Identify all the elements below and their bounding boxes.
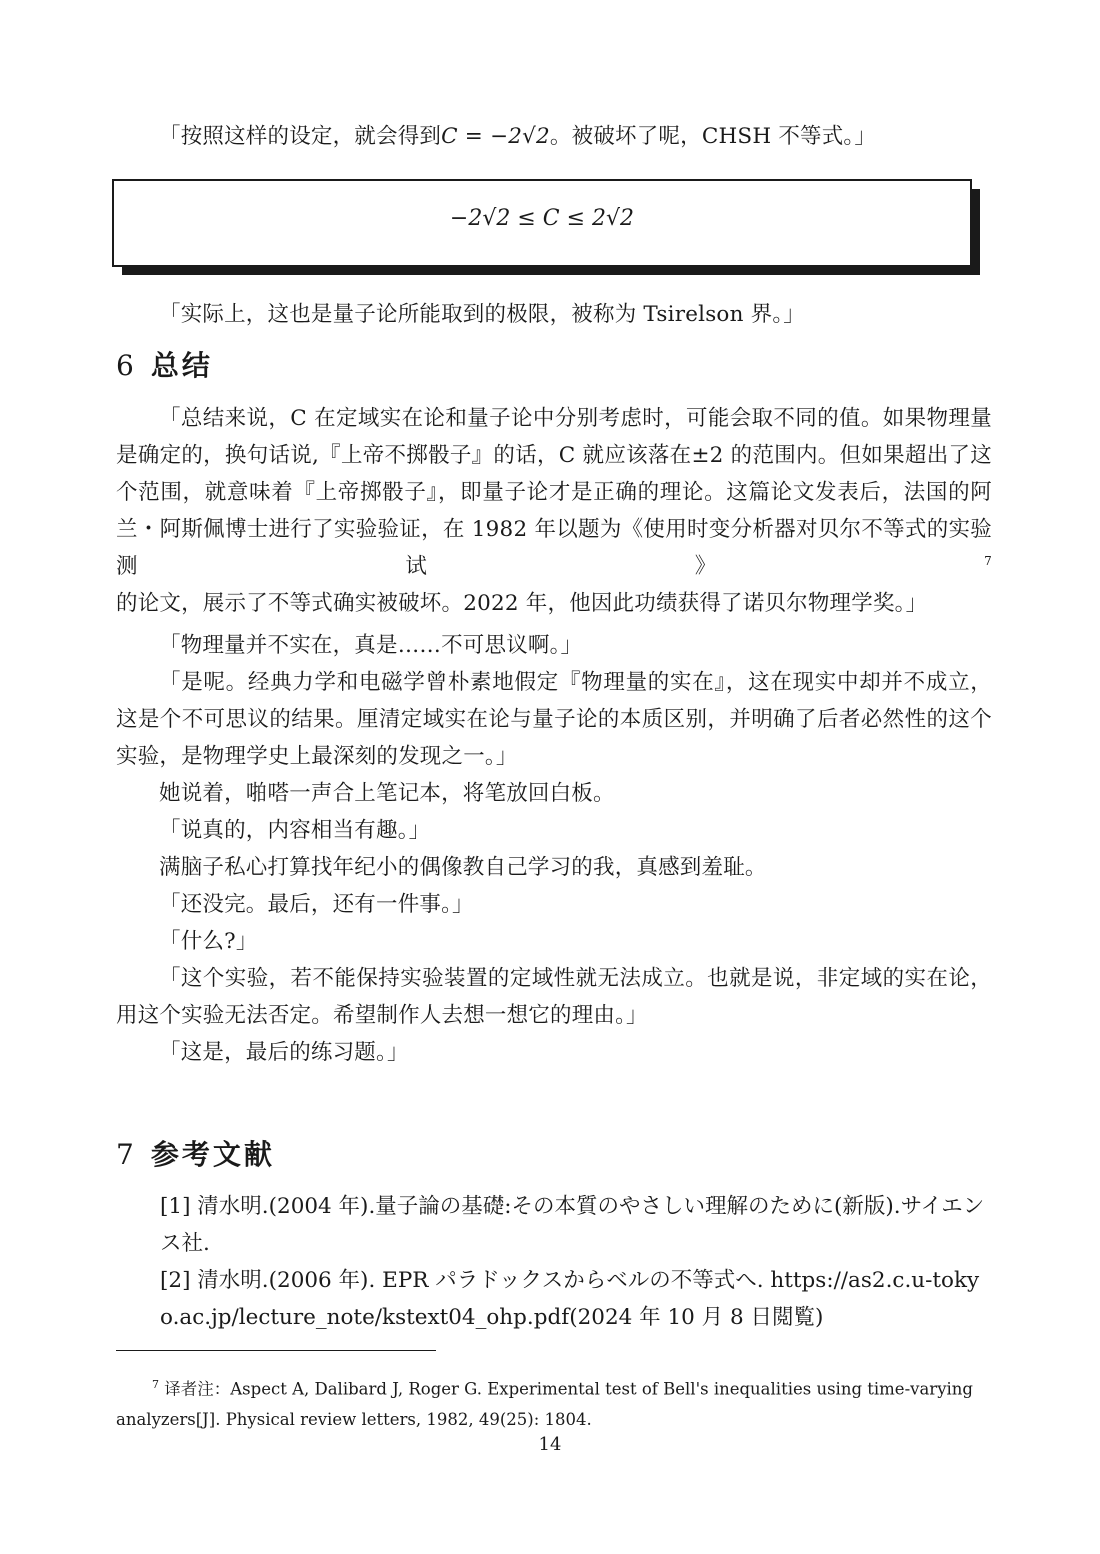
dialogue-line: 「这个实验，若不能保持实验装置的定域性就无法成立。也就是说，非定域的实在论，用这个实验无法否定。希望制作人去想一想它的理由。」: [116, 966, 992, 1028]
intro-formula: C = −2√2: [441, 124, 550, 149]
summary-text-pre: 「总结来说，C 在定域实在论和量子论中分别考虑时，可能会取不同的值。如果物理量是确定的，换句话说,『上帝不掷骰子』的话，C 就应该落在±2 的范围内。但如果超出了这个范围，就意味着『上帝掷骰子』，即量子论才是正确的理论。这篇论文发表后，法国的阿兰・阿斯佩博士进行了实验验证，在 1982 年以题为《使用时变分析器对贝尔不等式的实验测试》: [116, 406, 992, 579]
dialogue-line: 「还没完。最后，还有一件事。」: [159, 892, 474, 917]
footnote: [116, 1370, 992, 1435]
narration-line: 满脑子私心打算找年纪小的偶像教自己学习的我，真感到羞耻。: [159, 855, 767, 880]
footnote-text: 译者注：Aspect A, Dalibard J, Roger G. Experimental test of Bell's inequalities using time-varying analyzers[J]. Physical review letters, 1982, 49(25): 1804.: [116, 1379, 973, 1429]
tsirelson-bound-formula: −2√2 ≤ C ≤ 2√2: [449, 206, 635, 231]
intro-text-post: 。被破坏了呢，CHSH 不等式。」: [549, 124, 877, 149]
intro-paragraph: [116, 118, 992, 155]
dialogue-line: 「是呢。经典力学和电磁学曾朴素地假定『物理量的实在』，这在现实中却并不成立，这是个不可思议的结果。厘清定域实在论与量子论的本质区别，并明确了后者必然性的这个实验，是物理学史上最深刻的发现之一。」: [116, 670, 992, 769]
summary-text-post: 的论文，展示了不等式确实被破坏。2022 年，他因此功绩获得了诺贝尔物理学奖。」: [116, 591, 928, 616]
footnote-marker[interactable]: 7: [984, 553, 992, 568]
footnote-mark: 7: [152, 1378, 159, 1391]
dialogue-line: 「什么?」: [159, 929, 258, 954]
reference-item: [1] 清水明.(2004 年).量子論の基礎:その本質のやさしい理解のために(新版).サイエンス社.: [160, 1194, 985, 1256]
intro-text-pre: 「按照这样的设定，就会得到: [159, 124, 442, 149]
page-number: 14: [538, 1434, 562, 1455]
dialogue-line: 「物理量并不实在，真是……不可思议啊。」: [159, 633, 583, 658]
summary-paragraph: [116, 400, 992, 622]
section-7-number: 7: [116, 1138, 137, 1171]
footnote-rule: [116, 1350, 436, 1351]
section-6-title: 总结: [150, 349, 213, 382]
section-6-number: 6: [116, 349, 137, 382]
dialogue-line: 「这是，最后的练习题。」: [159, 1040, 409, 1065]
dialogue-line: 「说真的，内容相当有趣。」: [159, 818, 431, 843]
after-box-paragraph: 「实际上，这也是量子论所能取到的极限，被称为 Tsirelson 界。」: [159, 302, 806, 327]
section-7-heading: [116, 1133, 275, 1173]
section-7-title: 参考文献: [150, 1138, 275, 1171]
section-6-heading: [116, 344, 213, 384]
reference-item[interactable]: [2] 清水明.(2006 年). EPR パラドックスからベルの不等式へ. https://as2.c.u-tokyo.ac.jp/lecture_note/kstext04_ohp.pdf(2024 年 10 月 8 日閲覧): [160, 1268, 980, 1330]
narration-line: 她说着，啪嗒一声合上笔记本，将笔放回白板。: [159, 781, 615, 806]
formula-box: [112, 179, 972, 267]
